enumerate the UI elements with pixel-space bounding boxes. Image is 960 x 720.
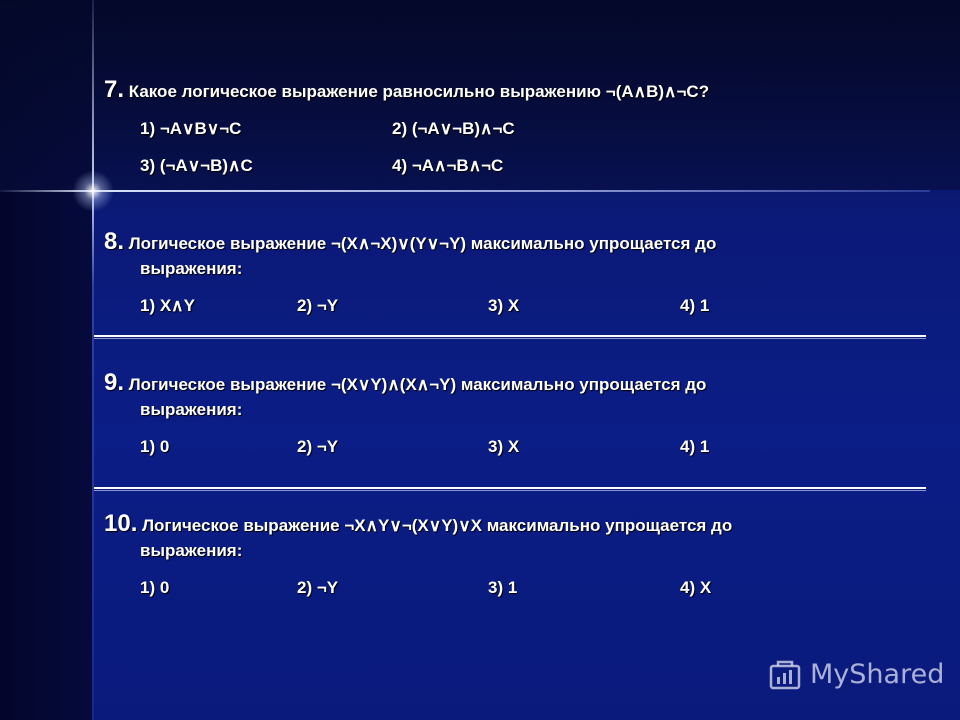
divider-2 (94, 487, 926, 491)
question-8-text: Логическое выражение ¬(X∧¬X)∨(Y∨¬Y) максимально упрощается до (124, 234, 717, 253)
question-9-text: Логическое выражение ¬(X∨Y)∧(X∧¬Y) максимально упрощается до (124, 375, 707, 394)
question-8-option-3: 3) X (488, 296, 520, 315)
question-8-option-2: 2) ¬Y (297, 296, 339, 315)
question-9-option-3: 3) X (488, 437, 520, 456)
question-7-option-1: 1) ¬A∨B∨¬C (140, 119, 242, 138)
question-10-option-4: 4) X (680, 578, 712, 597)
divider-1 (94, 335, 926, 339)
question-7-text: Какое логическое выражение равносильно выражению ¬(A∧B)∧¬C? (124, 82, 710, 101)
question-9-continuation: выражения: (140, 400, 243, 419)
question-10-title (104, 510, 732, 538)
question-7-title (104, 76, 709, 104)
question-8-number: 8. (104, 228, 125, 255)
question-8-option-1: 1) X∧Y (140, 296, 195, 315)
vertical-accent-line (92, 0, 94, 720)
question-8-title (104, 228, 716, 256)
question-7-option-3: 3) (¬A∨¬B)∧C (140, 156, 253, 175)
question-9-option-1: 1) 0 (140, 437, 170, 456)
question-10-number: 10. (104, 510, 138, 537)
question-8-option-4: 4) 1 (680, 296, 710, 315)
watermark-text: MyShared (810, 658, 945, 690)
question-7-option-2: 2) (¬A∨¬B)∧¬C (392, 119, 515, 138)
question-7-option-4: 4) ¬A∧¬B∧¬C (392, 156, 504, 175)
question-9-title (104, 369, 706, 397)
question-9-option-4: 4) 1 (680, 437, 710, 456)
myshared-watermark[interactable] (768, 654, 944, 694)
question-10-option-2: 2) ¬Y (297, 578, 339, 597)
question-10-option-3: 3) 1 (488, 578, 518, 597)
question-9-number: 9. (104, 369, 125, 396)
question-8-continuation: выражения: (140, 259, 243, 278)
question-10-continuation: выражения: (140, 541, 243, 560)
question-7-number: 7. (104, 76, 125, 103)
myshared-logo-icon (768, 657, 802, 691)
horizontal-accent-line (0, 190, 930, 192)
light-flare (72, 170, 114, 212)
question-10-option-1: 1) 0 (140, 578, 170, 597)
question-9-option-2: 2) ¬Y (297, 437, 339, 456)
question-10-text: Логическое выражение ¬X∧Y∨¬(X∨Y)∨X максимально упрощается до (137, 516, 733, 535)
